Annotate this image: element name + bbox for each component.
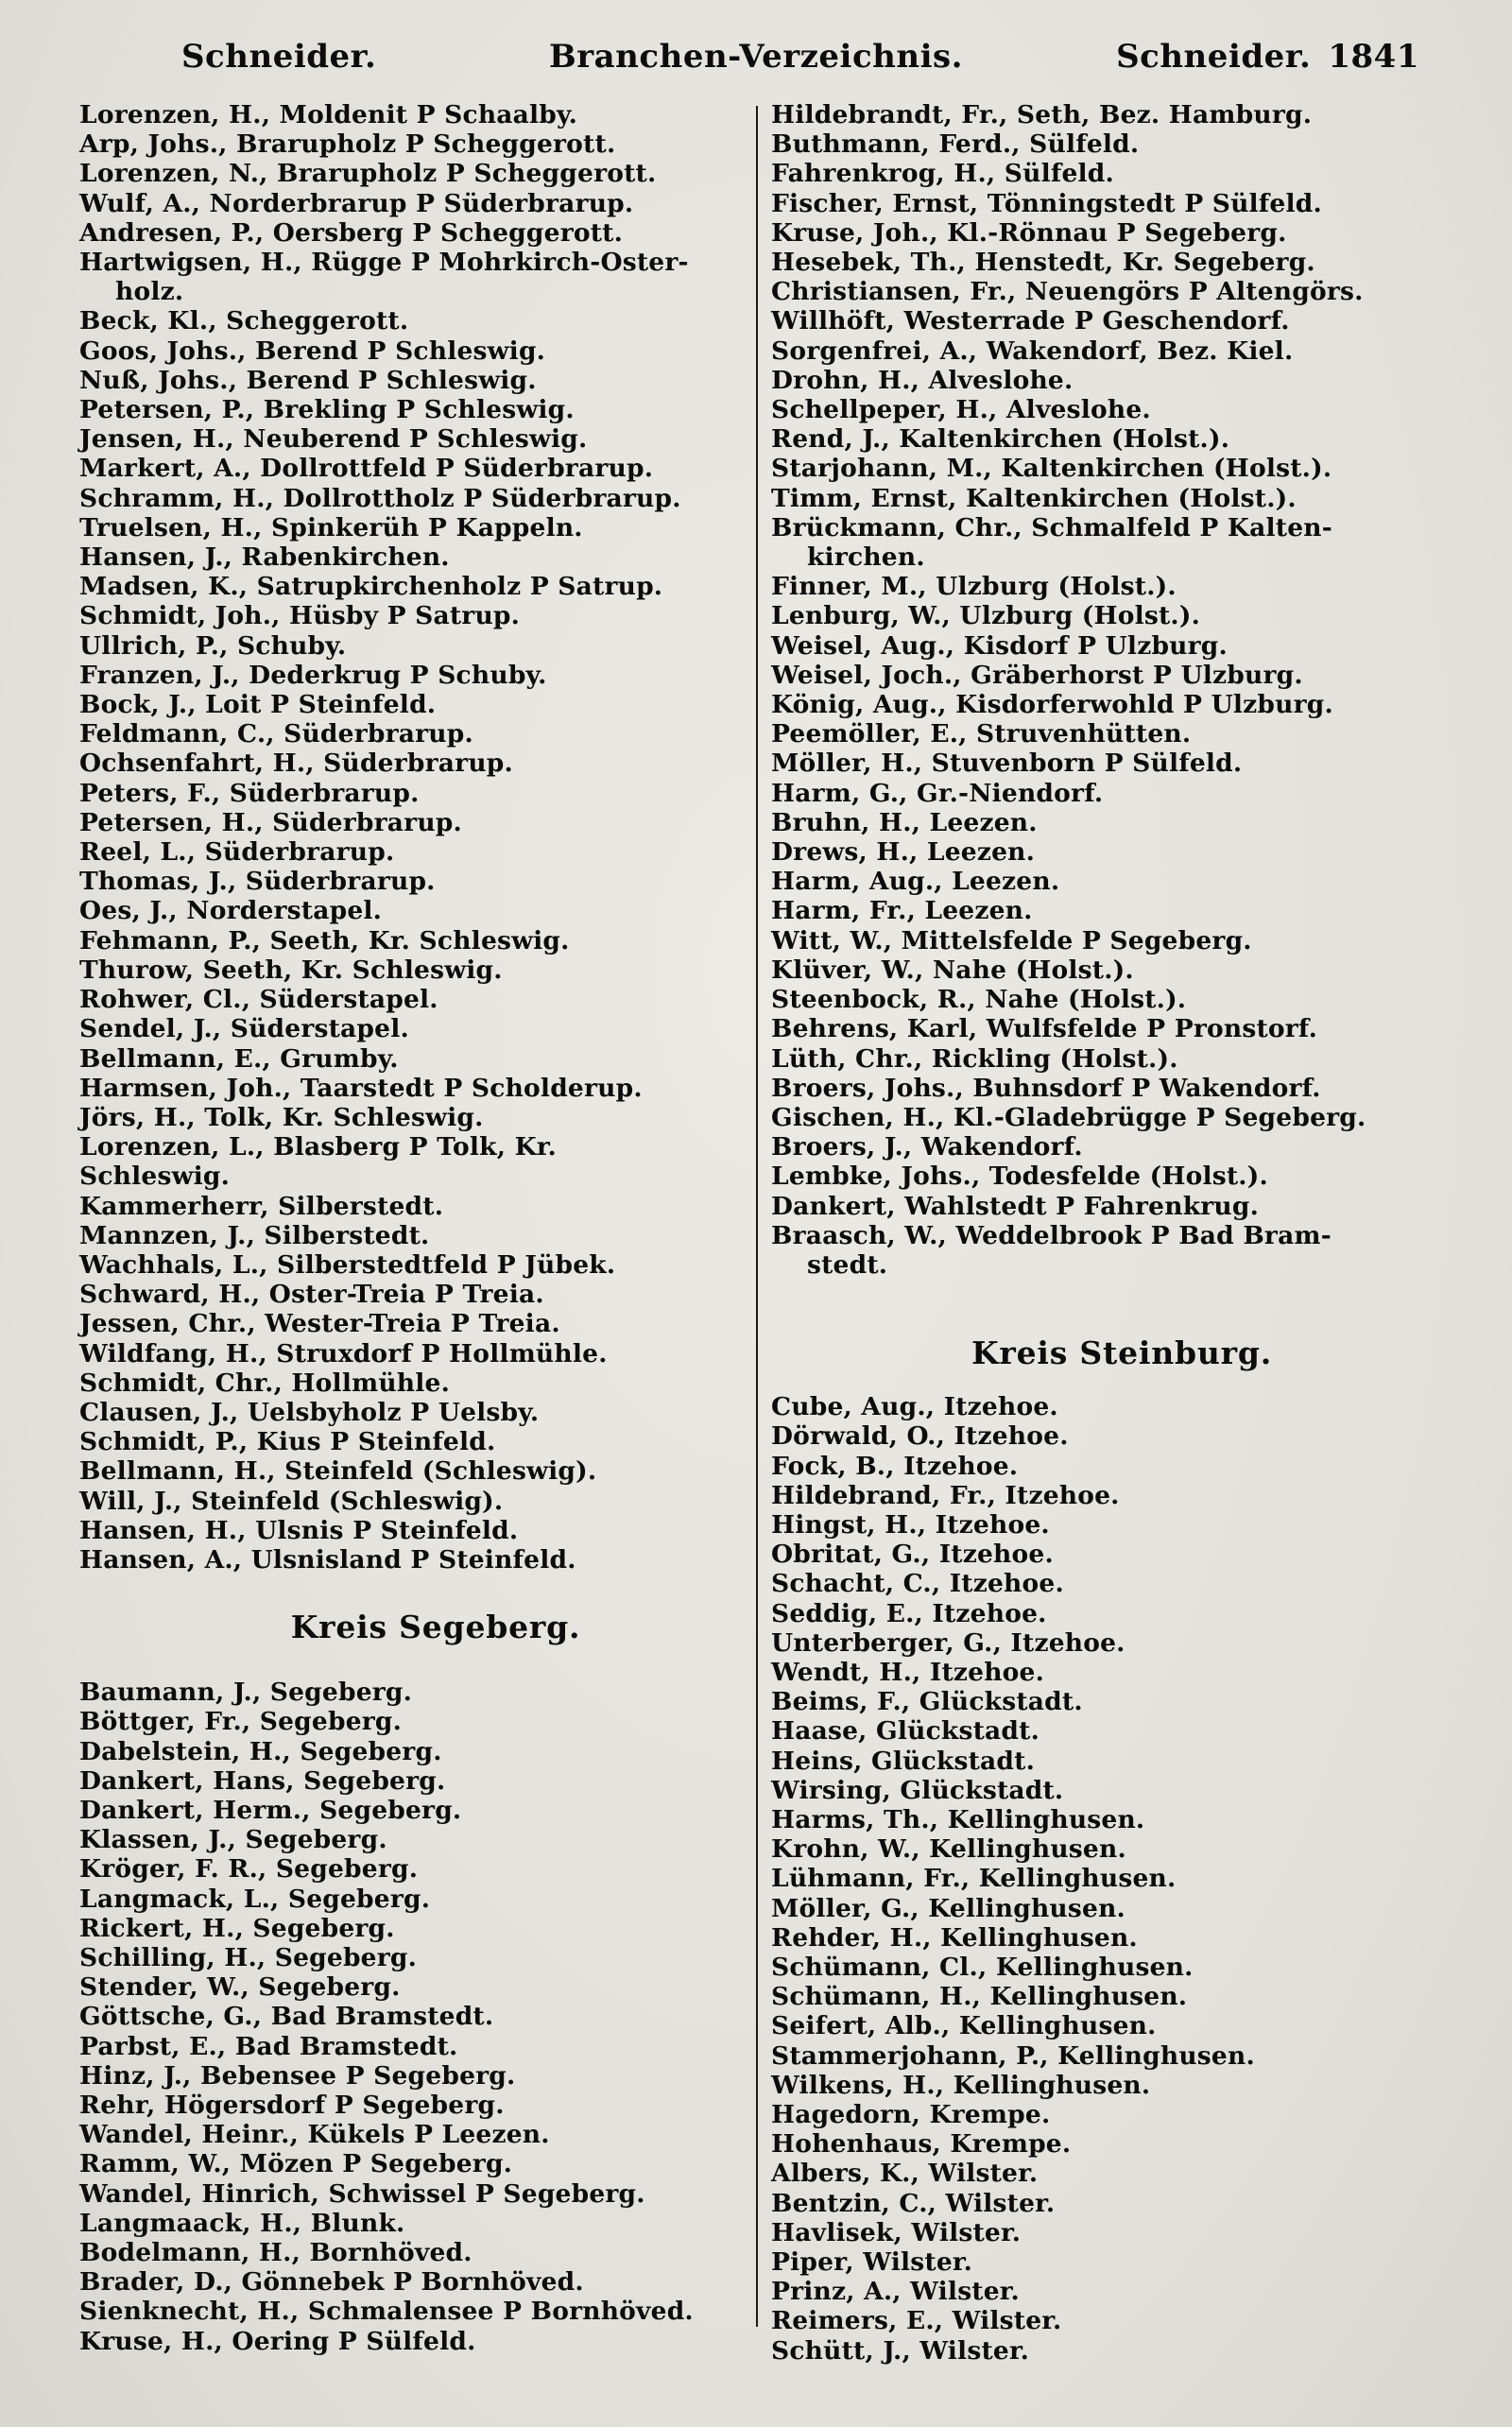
list-item: Lenburg, W., Ulzburg (Holst.).	[771, 601, 1201, 631]
column-divider	[756, 106, 758, 2327]
list-item: Hansen, J., Rabenkirchen.	[79, 542, 450, 573]
header-title: Branchen-Verzeichnis.	[548, 38, 964, 76]
list-item: Wildfang, H., Struxdorf P Hollmühle.	[79, 1338, 608, 1368]
list-item: Kröger, F. R., Segeberg.	[79, 1854, 419, 1885]
list-item: stedt.	[807, 1249, 888, 1280]
left-entries-lower	[79, 1678, 745, 2356]
list-item: Sorgenfrei, A., Wakendorf, Bez. Kiel.	[771, 336, 1294, 366]
list-item: Peemöller, E., Struvenhütten.	[771, 719, 1192, 749]
list-item: Ochsenfahrt, H., Süderbrarup.	[79, 749, 513, 779]
page-header	[0, 38, 1512, 85]
page-number: 1841	[1328, 38, 1419, 76]
list-item: Buthmann, Ferd., Sülfeld.	[771, 129, 1140, 160]
list-item: Reimers, E., Wilster.	[771, 2306, 1062, 2336]
list-item: Willhöft, Westerrade P Geschendorf.	[771, 306, 1290, 336]
list-item: Fehmann, P., Seeth, Kr. Schleswig.	[79, 925, 570, 955]
list-item: Franzen, J., Dederkrug P Schuby.	[79, 660, 547, 690]
list-item: Schütt, J., Wilster.	[771, 2335, 1030, 2366]
header-right	[1099, 38, 1419, 76]
list-item: Broers, J., Wakendorf.	[771, 1132, 1083, 1162]
list-item: Lorenzen, L., Blasberg P Tolk, Kr.	[79, 1132, 557, 1162]
list-item: Arp, Johs., Brarupholz P Scheggerott.	[79, 129, 616, 160]
list-item: Petersen, P., Brekling P Schleswig.	[79, 395, 575, 425]
list-item: Will, J., Steinfeld (Schleswig).	[79, 1486, 504, 1516]
right-entries-upper	[771, 100, 1435, 1280]
list-item: Fahrenkrog, H., Sülfeld.	[771, 159, 1114, 189]
list-item: Fischer, Ernst, Tönningstedt P Sülfeld.	[771, 188, 1322, 218]
list-item: Sendel, J., Süderstapel.	[79, 1014, 409, 1044]
list-item: Kruse, Joh., Kl.-Rönnau P Segeberg.	[771, 217, 1287, 248]
list-item: Hinz, J., Bebensee P Segeberg.	[79, 2060, 516, 2091]
list-item: Ullrich, P., Schuby.	[79, 630, 347, 661]
list-item: Harms, Th., Kellinghusen.	[771, 1804, 1145, 1834]
list-item: Gischen, H., Kl.-Gladebrügge P Segeberg.	[771, 1102, 1366, 1132]
list-item: Hesebek, Th., Henstedt, Kr. Segeberg.	[771, 248, 1315, 278]
list-item: Andresen, P., Oersberg P Scheggerott.	[79, 217, 624, 248]
list-item: Wachhals, L., Silberstedtfeld P Jübek.	[79, 1249, 616, 1280]
list-item: Lorenzen, H., Moldenit P Schaalby.	[79, 100, 578, 129]
list-item: Reel, L., Süderbrarup.	[79, 837, 395, 868]
list-item: Kruse, H., Oering P Sülfeld.	[79, 2326, 476, 2356]
list-item: Albers, K., Wilster.	[771, 2159, 1039, 2189]
list-item: Schümann, H., Kellinghusen.	[771, 1982, 1188, 2012]
list-item: Hohenhaus, Krempe.	[771, 2129, 1072, 2160]
list-item: Bodelmann, H., Bornhöved.	[79, 2238, 472, 2268]
list-item: Wirsing, Glückstadt.	[771, 1775, 1064, 1805]
section-title-steinburg: Kreis Steinburg.	[971, 1334, 1273, 1372]
list-item: Rend, J., Kaltenkirchen (Holst.).	[771, 424, 1230, 455]
list-item: Schmidt, P., Kius P Steinfeld.	[79, 1427, 496, 1457]
list-item: Timm, Ernst, Kaltenkirchen (Holst.).	[771, 483, 1297, 513]
list-item: Finner, M., Ulzburg (Holst.).	[771, 572, 1177, 602]
list-item: Schleswig.	[79, 1162, 231, 1192]
list-item: Schilling, H., Segeberg.	[79, 1942, 418, 1972]
list-item: Lüth, Chr., Rickling (Holst.).	[771, 1043, 1178, 1074]
list-item: kirchen.	[807, 542, 925, 573]
list-item: Beck, Kl., Scheggerott.	[79, 306, 409, 336]
list-item: Prinz, A., Wilster.	[771, 2277, 1020, 2307]
list-item: Kammerherr, Silberstedt.	[79, 1191, 444, 1221]
list-item: Wilkens, H., Kellinghusen.	[771, 2070, 1151, 2100]
left-entries-upper	[79, 100, 745, 1575]
list-item: Hansen, A., Ulsnisland P Steinfeld.	[79, 1544, 576, 1575]
list-item: Schramm, H., Dollrottholz P Süderbrarup.	[79, 483, 681, 513]
list-item: Steenbock, R., Nahe (Holst.).	[771, 985, 1187, 1015]
list-item: Schümann, Cl., Kellinghusen.	[771, 1952, 1194, 1982]
list-item: Böttger, Fr., Segeberg.	[79, 1707, 403, 1737]
list-item: Drews, H., Leezen.	[771, 837, 1036, 868]
list-item: Madsen, K., Satrupkirchenholz P Satrup.	[79, 572, 663, 602]
list-item: Bellmann, H., Steinfeld (Schleswig).	[79, 1456, 597, 1487]
list-item: Harm, Fr., Leezen.	[771, 896, 1033, 926]
list-item: Schmidt, Joh., Hüsby P Satrup.	[79, 601, 521, 631]
list-item: Goos, Johs., Berend P Schleswig.	[79, 336, 546, 366]
list-item: Piper, Wilster.	[771, 2247, 973, 2278]
list-item: Langmaack, H., Blunk.	[79, 2208, 405, 2238]
list-item: Dabelstein, H., Segeberg.	[79, 1736, 442, 1766]
list-item: Harmsen, Joh., Taarstedt P Scholderup.	[79, 1073, 643, 1103]
list-item: Drohn, H., Alveslohe.	[771, 365, 1074, 395]
list-item: Ramm, W., Mözen P Segeberg.	[79, 2149, 513, 2179]
list-item: Stender, W., Segeberg.	[79, 1972, 401, 2003]
list-item: Brückmann, Chr., Schmalfeld P Kalten-	[771, 512, 1332, 542]
list-item: Lorenzen, N., Brarupholz P Scheggerott.	[79, 159, 657, 189]
list-item: Oes, J., Norderstapel.	[79, 896, 383, 926]
list-item: König, Aug., Kisdorferwohld P Ulzburg.	[771, 690, 1333, 720]
list-item: Schmidt, Chr., Hollmühle.	[79, 1368, 451, 1398]
list-item: Haase, Glückstadt.	[771, 1716, 1040, 1747]
list-item: Schward, H., Oster-Treia P Treia.	[79, 1280, 544, 1310]
list-item: Bruhn, H., Leezen.	[771, 807, 1038, 837]
list-item: Baumann, J., Segeberg.	[79, 1678, 413, 1708]
list-item: Jörs, H., Tolk, Kr. Schleswig.	[79, 1102, 484, 1132]
list-item: Klüver, W., Nahe (Holst.).	[771, 955, 1134, 985]
list-item: Lembke, Johs., Todesfelde (Holst.).	[771, 1162, 1268, 1192]
list-item: Wandel, Heinr., Kükels P Leezen.	[79, 2120, 550, 2150]
list-item: Wulf, A., Norderbrarup P Süderbrarup.	[79, 188, 634, 218]
list-item: Cube, Aug., Itzehoe.	[771, 1392, 1058, 1422]
list-item: Witt, W., Mittelsfelde P Segeberg.	[771, 925, 1252, 955]
list-item: Schacht, C., Itzehoe.	[771, 1569, 1064, 1599]
header-right-keyword: Schneider.	[1116, 38, 1312, 76]
list-item: Fock, B., Itzehoe.	[771, 1451, 1019, 1481]
list-item: Wandel, Hinrich, Schwissel P Segeberg.	[79, 2178, 645, 2209]
list-item: Brader, D., Gönnebek P Bornhöved.	[79, 2267, 584, 2298]
list-item: holz.	[115, 277, 184, 307]
list-item: Beims, F., Glückstadt.	[771, 1687, 1083, 1717]
list-item: Clausen, J., Uelsbyholz P Uelsby.	[79, 1397, 540, 1427]
list-item: Starjohann, M., Kaltenkirchen (Holst.).	[771, 454, 1332, 484]
list-item: Feldmann, C., Süderbrarup.	[79, 719, 473, 749]
list-item: Harm, G., Gr.-Niendorf.	[771, 778, 1104, 808]
list-item: Mannzen, J., Silberstedt.	[79, 1220, 430, 1250]
list-item: Weisel, Joch., Gräberhorst P Ulzburg.	[771, 660, 1303, 690]
list-item: Heins, Glückstadt.	[771, 1746, 1035, 1776]
list-item: Parbst, E., Bad Bramstedt.	[79, 2031, 458, 2061]
list-item: Möller, H., Stuvenborn P Sülfeld.	[771, 749, 1243, 779]
list-item: Obritat, G., Itzehoe.	[771, 1540, 1054, 1570]
list-item: Krohn, W., Kellinghusen.	[771, 1834, 1126, 1865]
list-item: Bentzin, C., Wilster.	[771, 2188, 1056, 2218]
list-item: Nuß, Johs., Berend P Schleswig.	[79, 365, 537, 395]
list-item: Jessen, Chr., Wester-Treia P Treia.	[79, 1309, 560, 1339]
list-item: Möller, G., Kellinghusen.	[771, 1893, 1125, 1923]
list-item: Dankert, Hans, Segeberg.	[79, 1765, 446, 1796]
right-column	[771, 100, 1435, 2366]
list-item: Dankert, Wahlstedt P Fahrenkrug.	[771, 1191, 1260, 1221]
right-entries-lower	[771, 1392, 1435, 2366]
list-item: Klassen, J., Segeberg.	[79, 1825, 387, 1855]
list-item: Hingst, H., Itzehoe.	[771, 1509, 1050, 1540]
list-item: Jensen, H., Neuberend P Schleswig.	[79, 424, 588, 455]
list-item: Hildebrandt, Fr., Seth, Bez. Hamburg.	[771, 100, 1313, 129]
left-column	[79, 100, 745, 2356]
list-item: Behrens, Karl, Wulfsfelde P Pronstorf.	[771, 1014, 1318, 1044]
list-item: Unterberger, G., Itzehoe.	[771, 1627, 1125, 1658]
list-item: Broers, Johs., Buhnsdorf P Wakendorf.	[771, 1073, 1321, 1103]
list-item: Sienknecht, H., Schmalensee P Bornhöved.	[79, 2297, 694, 2327]
list-item: Rohwer, Cl., Süderstapel.	[79, 985, 438, 1015]
list-item: Langmack, L., Segeberg.	[79, 1884, 431, 1914]
list-item: Hansen, H., Ulsnis P Steinfeld.	[79, 1515, 519, 1545]
list-item: Rickert, H., Segeberg.	[79, 1913, 395, 1943]
list-item: Peters, F., Süderbrarup.	[79, 778, 420, 808]
list-item: Wendt, H., Itzehoe.	[771, 1657, 1045, 1687]
header-left-keyword: Schneider.	[181, 38, 377, 76]
list-item: Hagedorn, Krempe.	[771, 2100, 1051, 2129]
list-item: Petersen, H., Süderbrarup.	[79, 807, 462, 837]
list-item: Bock, J., Loit P Steinfeld.	[79, 690, 437, 720]
list-item: Stammerjohann, P., Kellinghusen.	[771, 2040, 1255, 2071]
list-item: Bellmann, E., Grumby.	[79, 1043, 399, 1074]
list-item: Weisel, Aug., Kisdorf P Ulzburg.	[771, 630, 1228, 661]
list-item: Lühmann, Fr., Kellinghusen.	[771, 1864, 1177, 1894]
list-item: Thurow, Seeth, Kr. Schleswig.	[79, 955, 503, 985]
list-item: Harm, Aug., Leezen.	[771, 867, 1060, 897]
list-item: Christiansen, Fr., Neuengörs P Altengörs.	[771, 277, 1364, 307]
list-item: Seifert, Alb., Kellinghusen.	[771, 2011, 1157, 2041]
list-item: Schellpeper, H., Alveslohe.	[771, 395, 1151, 425]
list-item: Thomas, J., Süderbrarup.	[79, 867, 436, 897]
list-item: Dörwald, O., Itzehoe.	[771, 1421, 1069, 1452]
list-item: Hildebrand, Fr., Itzehoe.	[771, 1480, 1120, 1510]
list-item: Seddig, E., Itzehoe.	[771, 1598, 1047, 1628]
list-item: Göttsche, G., Bad Bramstedt.	[79, 2002, 494, 2032]
list-item: Braasch, W., Weddelbrook P Bad Bram-	[771, 1220, 1332, 1250]
list-item: Truelsen, H., Spinkerüh P Kappeln.	[79, 512, 583, 542]
section-title-segeberg: Kreis Segeberg.	[290, 1609, 581, 1646]
list-item: Havlisek, Wilster.	[771, 2217, 1022, 2247]
list-item: Dankert, Herm., Segeberg.	[79, 1795, 462, 1825]
list-item: Hartwigsen, H., Rügge P Mohrkirch-Oster-	[79, 248, 689, 278]
list-item: Rehr, Högersdorf P Segeberg.	[79, 2091, 505, 2120]
list-item: Rehder, H., Kellinghusen.	[771, 1922, 1138, 1953]
list-item: Markert, A., Dollrottfeld P Süderbrarup.	[79, 454, 654, 484]
